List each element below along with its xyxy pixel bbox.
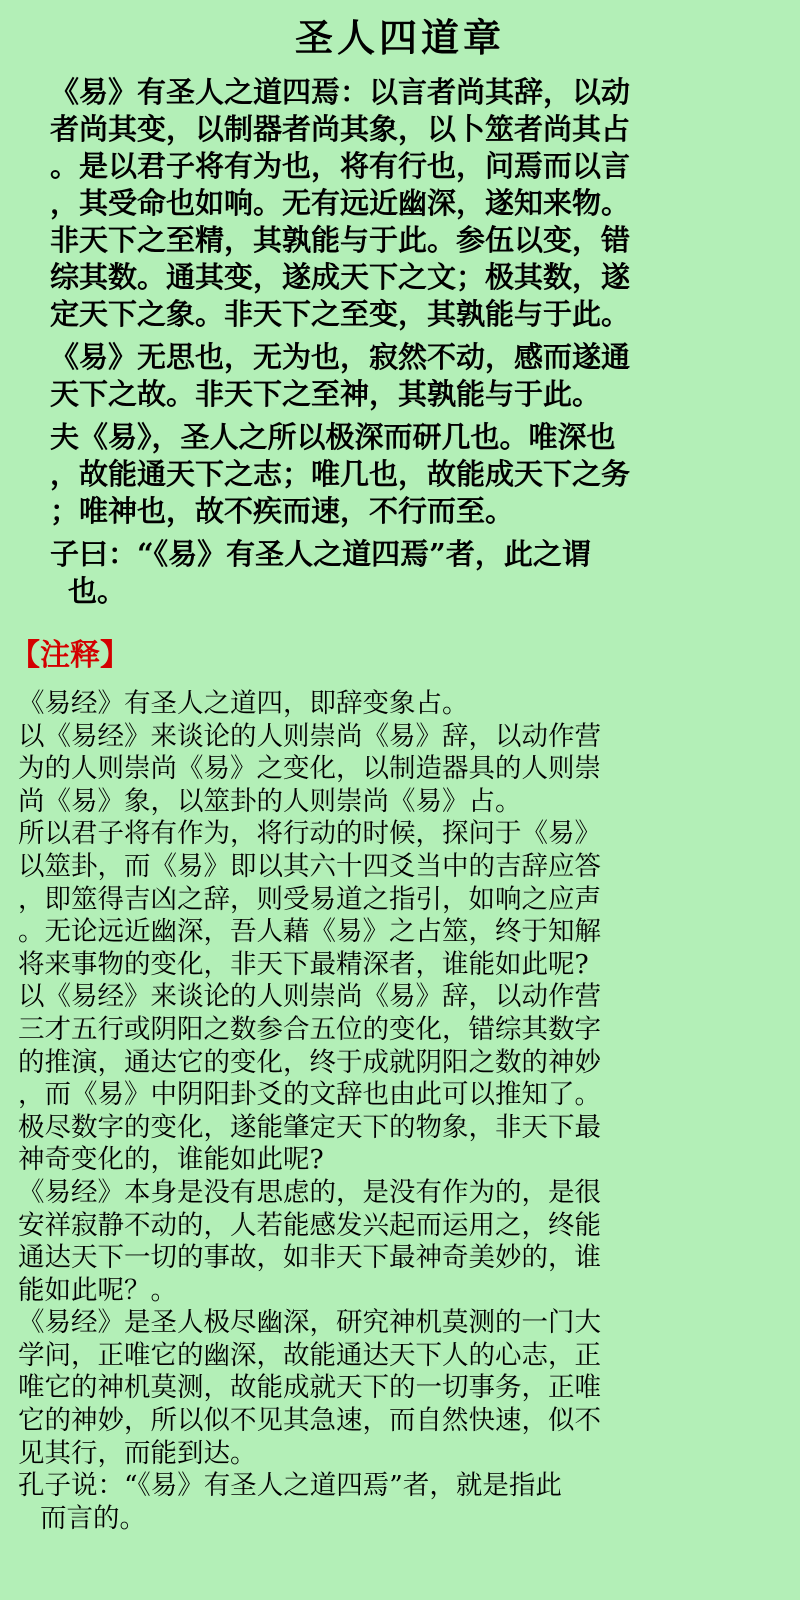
text-line: 《易》有圣人之道四焉：以言者尚其辞，以动	[50, 75, 631, 109]
main-paragraph	[50, 419, 760, 530]
notes-heading: 【注释】	[10, 638, 130, 673]
note-line: 为的人则崇尚《易》之变化，以制造器具的人则崇	[18, 753, 601, 785]
note-line: 极尽数字的变化，遂能肇定天下的物象，非天下最	[18, 1111, 601, 1143]
note-line: 以《易经》来谈论的人则崇尚《易》辞，以动作营	[18, 981, 601, 1013]
note-line: 孔子说：“《易》有圣人之道四焉”者，就是指此	[18, 1470, 562, 1502]
text-line: ，故能通天下之志；唯几也，故能成天下之务	[50, 457, 631, 491]
note-line: 所以君子将有作为，将行动的时候，探问于《易》	[18, 818, 601, 850]
note-line: ，而《易》中阴阳卦爻的文辞也由此可以推知了。	[18, 1079, 601, 1111]
note-line: 以《易经》来谈论的人则崇尚《易》辞，以动作营	[18, 720, 601, 752]
note-line: 《易经》有圣人之道四，即辞变象占。	[18, 688, 469, 719]
note-line: 安祥寂静不动的，人若能感发兴起而运用之，终能	[18, 1209, 601, 1241]
notes-text	[18, 688, 788, 1535]
text-line: 子曰：“《易》有圣人之道四焉”者，此之谓	[50, 537, 591, 571]
text-line: 《易》无思也，无为也，寂然不动，感而遂通	[50, 340, 631, 374]
text-line: 定天下之象。非天下之至变，其孰能与于此。	[50, 297, 631, 331]
text-line: 。是以君子将有为也，将有行也，问焉而以言	[50, 149, 631, 183]
note-line: 它的神妙，所以似不见其急速，而自然快速，似不	[18, 1405, 601, 1437]
chapter-title: 圣人四道章	[294, 15, 505, 60]
note-line: 《易经》是圣人极尽幽深，研究神机莫测的一门大	[18, 1307, 601, 1339]
note-line: 以筮卦，而《易》即以其六十四爻当中的吉辞应答	[18, 850, 601, 882]
note-line: 而言的。	[40, 1502, 146, 1534]
note-line: 三才五行或阴阳之数参合五位的变化，错综其数字	[18, 1013, 601, 1045]
note-line: 《易经》本身是没有思虑的，是没有作为的，是很	[18, 1176, 601, 1208]
text-line: 也。	[68, 574, 127, 608]
note-line: 神奇变化的，谁能如此呢?	[18, 1144, 324, 1176]
note-line: 。无论远近幽深，吾人藉《易》之占筮，终于知解	[18, 916, 601, 948]
note-line: 学问，正唯它的幽深，故能通达天下人的心志，正	[18, 1339, 601, 1371]
text-line: 夫《易》，圣人之所以极深而研几也。唯深也	[50, 420, 616, 454]
main-paragraph	[50, 74, 760, 333]
text-line: ，其受命也如响。无有远近幽深，遂知来物。	[50, 186, 631, 220]
main-text	[50, 74, 760, 616]
text-line: 综其数。通其变，遂成天下之文；极其数，遂	[50, 260, 631, 294]
note-line: ，即筮得吉凶之辞，则受易道之指引，如响之应声	[18, 883, 601, 915]
note-line: 能如此呢？。	[18, 1274, 177, 1306]
note-line: 唯它的神机莫测，故能成就天下的一切事务，正唯	[18, 1372, 601, 1404]
note-line: 通达天下一切的事故，如非天下最神奇美妙的，谁	[18, 1242, 601, 1274]
main-paragraph	[50, 536, 760, 610]
text-line: 者尚其变，以制器者尚其象，以卜筮者尚其占	[50, 112, 631, 146]
note-line: 将来事物的变化，非天下最精深者，谁能如此呢?	[18, 948, 589, 980]
text-line: 天下之故。非天下之至神，其孰能与于此。	[50, 377, 602, 411]
note-line: 尚《易》象，以筮卦的人则崇尚《易》占。	[18, 785, 522, 817]
note-line: 的推演，通达它的变化，终于成就阴阳之数的神妙	[18, 1046, 601, 1078]
text-line: ；唯神也，故不疾而速，不行而至。	[50, 494, 515, 528]
text-line: 非天下之至精，其孰能与于此。参伍以变，错	[50, 223, 631, 257]
main-paragraph	[50, 339, 760, 413]
note-line: 见其行，而能到达。	[18, 1437, 257, 1469]
